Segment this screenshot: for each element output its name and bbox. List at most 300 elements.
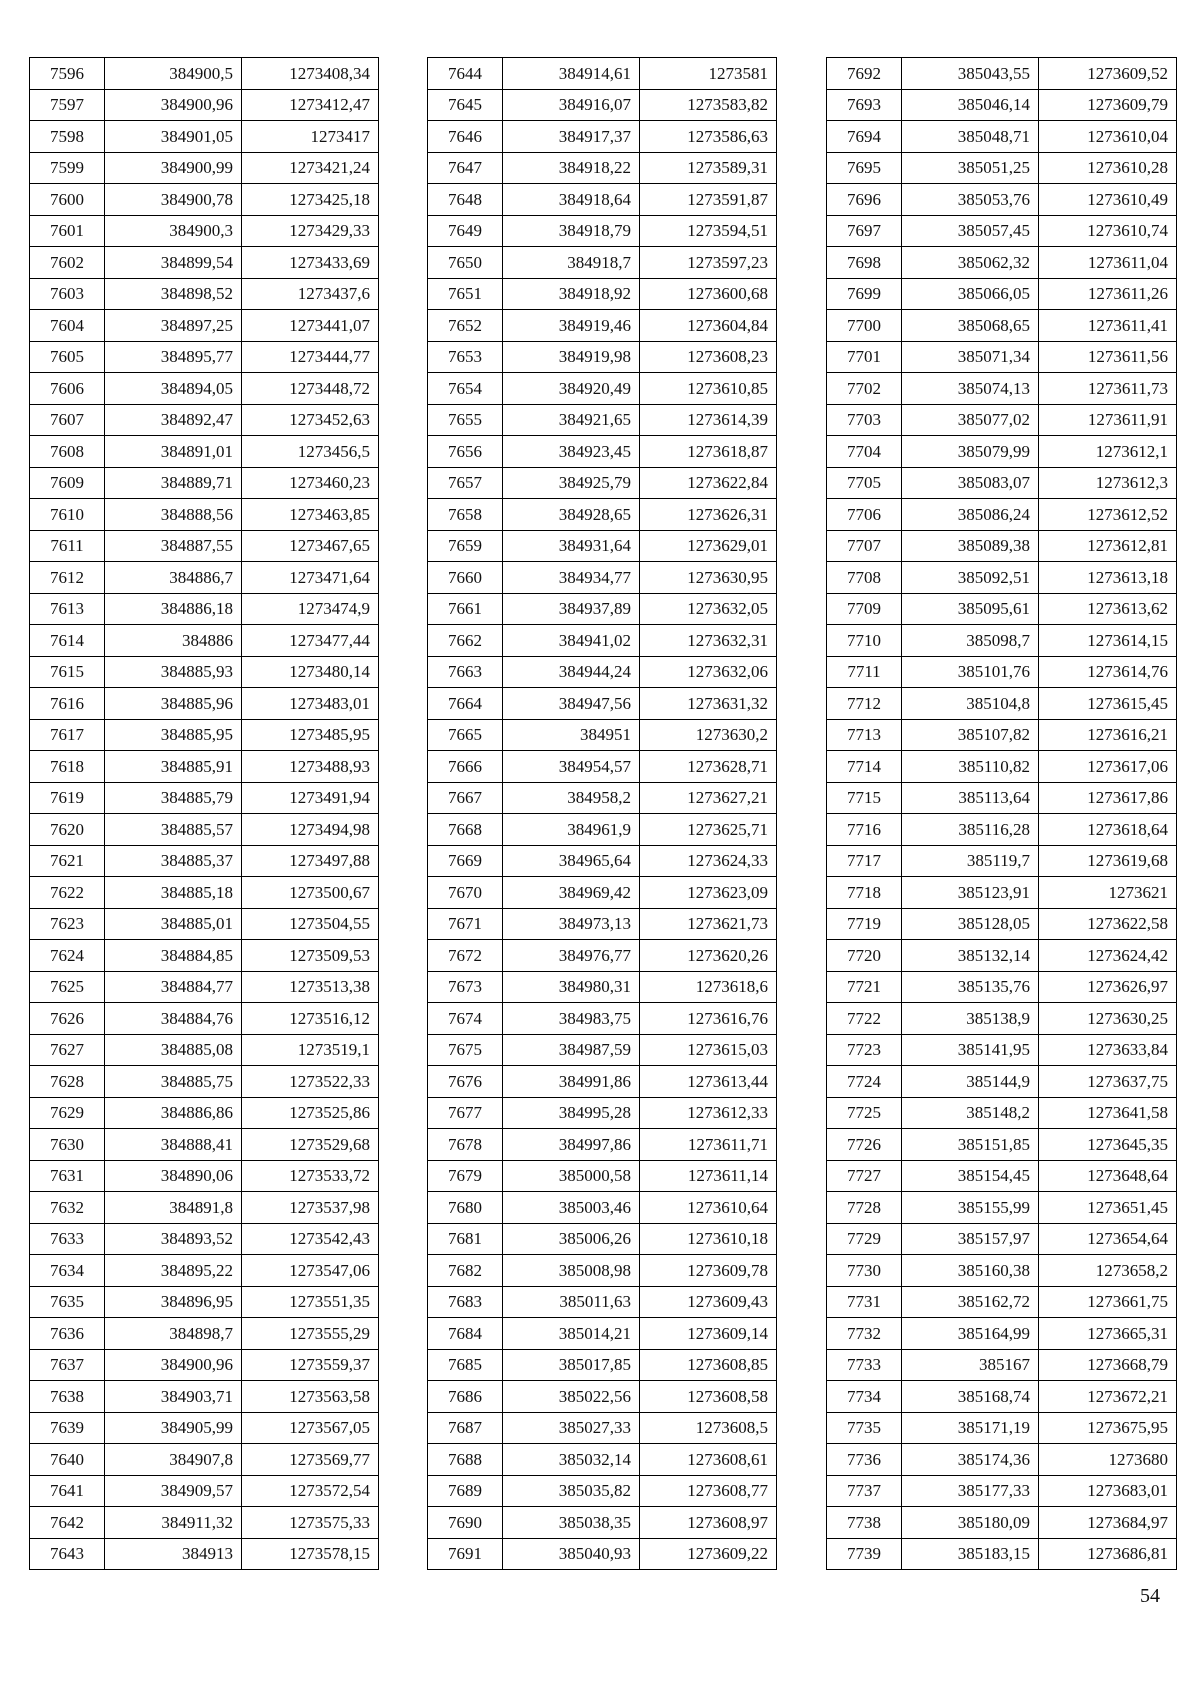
- y-coordinate-cell: 1273622,58: [1039, 908, 1177, 940]
- table-row: [827, 1160, 1177, 1192]
- table-row: [827, 467, 1177, 499]
- table-row: [827, 1412, 1177, 1444]
- x-coordinate-cell: 384934,77: [503, 562, 640, 594]
- x-coordinate-cell: 385128,05: [902, 908, 1039, 940]
- x-coordinate-cell: 385051,25: [902, 152, 1039, 184]
- table-row: [428, 278, 777, 310]
- table-row: [30, 404, 379, 436]
- table-row: [827, 1129, 1177, 1161]
- y-coordinate-cell: 1273612,3: [1039, 467, 1177, 499]
- x-coordinate-cell: 384925,79: [503, 467, 640, 499]
- table-row: [30, 1349, 379, 1381]
- point-number-cell: 7656: [428, 436, 503, 468]
- y-coordinate-cell: 1273555,29: [242, 1318, 379, 1350]
- coordinate-table-3: [826, 57, 1177, 1570]
- point-number-cell: 7620: [30, 814, 105, 846]
- y-coordinate-cell: 1273633,84: [1039, 1034, 1177, 1066]
- x-coordinate-cell: 385157,97: [902, 1223, 1039, 1255]
- y-coordinate-cell: 1273525,86: [242, 1097, 379, 1129]
- point-number-cell: 7725: [827, 1097, 902, 1129]
- table-row: [30, 152, 379, 184]
- table-row: [30, 719, 379, 751]
- point-number-cell: 7651: [428, 278, 503, 310]
- point-number-cell: 7623: [30, 908, 105, 940]
- y-coordinate-cell: 1273630,95: [640, 562, 777, 594]
- y-coordinate-cell: 1273608,5: [640, 1412, 777, 1444]
- table-row: [428, 467, 777, 499]
- x-coordinate-cell: 384895,22: [105, 1255, 242, 1287]
- point-number-cell: 7703: [827, 404, 902, 436]
- table-row: [30, 184, 379, 216]
- point-number-cell: 7694: [827, 121, 902, 153]
- table-row: [30, 1381, 379, 1413]
- point-number-cell: 7715: [827, 782, 902, 814]
- y-coordinate-cell: 1273589,31: [640, 152, 777, 184]
- x-coordinate-cell: 384944,24: [503, 656, 640, 688]
- y-coordinate-cell: 1273471,64: [242, 562, 379, 594]
- table-row: [428, 1034, 777, 1066]
- coordinate-table-2: [427, 57, 777, 1570]
- table-row: [827, 562, 1177, 594]
- point-number-cell: 7657: [428, 467, 503, 499]
- x-coordinate-cell: 385148,2: [902, 1097, 1039, 1129]
- point-number-cell: 7604: [30, 310, 105, 342]
- point-number-cell: 7633: [30, 1223, 105, 1255]
- y-coordinate-cell: 1273612,33: [640, 1097, 777, 1129]
- table-row: [827, 215, 1177, 247]
- table-row: [827, 656, 1177, 688]
- point-number-cell: 7632: [30, 1192, 105, 1224]
- table-row: [30, 751, 379, 783]
- x-coordinate-cell: 384947,56: [503, 688, 640, 720]
- x-coordinate-cell: 384886,86: [105, 1097, 242, 1129]
- table-row: [827, 1223, 1177, 1255]
- point-number-cell: 7661: [428, 593, 503, 625]
- y-coordinate-cell: 1273625,71: [640, 814, 777, 846]
- point-number-cell: 7695: [827, 152, 902, 184]
- point-number-cell: 7636: [30, 1318, 105, 1350]
- point-number-cell: 7688: [428, 1444, 503, 1476]
- table-row: [428, 971, 777, 1003]
- x-coordinate-cell: 384918,22: [503, 152, 640, 184]
- x-coordinate-cell: 384951: [503, 719, 640, 751]
- point-number-cell: 7729: [827, 1223, 902, 1255]
- x-coordinate-cell: 384892,47: [105, 404, 242, 436]
- x-coordinate-cell: 385164,99: [902, 1318, 1039, 1350]
- y-coordinate-cell: 1273504,55: [242, 908, 379, 940]
- x-coordinate-cell: 384900,78: [105, 184, 242, 216]
- y-coordinate-cell: 1273597,23: [640, 247, 777, 279]
- y-coordinate-cell: 1273675,95: [1039, 1412, 1177, 1444]
- table-row: [428, 908, 777, 940]
- x-coordinate-cell: 384885,96: [105, 688, 242, 720]
- table-row: [30, 1412, 379, 1444]
- table-row: [428, 562, 777, 594]
- table-row: [428, 751, 777, 783]
- y-coordinate-cell: 1273628,71: [640, 751, 777, 783]
- x-coordinate-cell: 384888,41: [105, 1129, 242, 1161]
- x-coordinate-cell: 384916,07: [503, 89, 640, 121]
- y-coordinate-cell: 1273448,72: [242, 373, 379, 405]
- point-number-cell: 7637: [30, 1349, 105, 1381]
- table-row: [827, 1286, 1177, 1318]
- y-coordinate-cell: 1273513,38: [242, 971, 379, 1003]
- y-coordinate-cell: 1273480,14: [242, 656, 379, 688]
- x-coordinate-cell: 384954,57: [503, 751, 640, 783]
- y-coordinate-cell: 1273610,04: [1039, 121, 1177, 153]
- y-coordinate-cell: 1273612,1: [1039, 436, 1177, 468]
- point-number-cell: 7734: [827, 1381, 902, 1413]
- table-row: [30, 1475, 379, 1507]
- table-row: [30, 1318, 379, 1350]
- x-coordinate-cell: 384895,77: [105, 341, 242, 373]
- y-coordinate-cell: 1273575,33: [242, 1507, 379, 1539]
- x-coordinate-cell: 384888,56: [105, 499, 242, 531]
- table-row: [827, 184, 1177, 216]
- table-row: [827, 845, 1177, 877]
- table-row: [827, 751, 1177, 783]
- x-coordinate-cell: 385066,05: [902, 278, 1039, 310]
- x-coordinate-cell: 385086,24: [902, 499, 1039, 531]
- point-number-cell: 7726: [827, 1129, 902, 1161]
- table-row: [30, 1223, 379, 1255]
- y-coordinate-cell: 1273645,35: [1039, 1129, 1177, 1161]
- y-coordinate-cell: 1273485,95: [242, 719, 379, 751]
- x-coordinate-cell: 384995,28: [503, 1097, 640, 1129]
- x-coordinate-cell: 384885,08: [105, 1034, 242, 1066]
- point-number-cell: 7736: [827, 1444, 902, 1476]
- table-row: [428, 436, 777, 468]
- table-row: [428, 215, 777, 247]
- y-coordinate-cell: 1273609,79: [1039, 89, 1177, 121]
- table-row: [428, 1003, 777, 1035]
- y-coordinate-cell: 1273623,09: [640, 877, 777, 909]
- table-row: [827, 1444, 1177, 1476]
- point-number-cell: 7731: [827, 1286, 902, 1318]
- x-coordinate-cell: 385071,34: [902, 341, 1039, 373]
- table-row: [30, 310, 379, 342]
- table-row: [428, 1412, 777, 1444]
- y-coordinate-cell: 1273522,33: [242, 1066, 379, 1098]
- x-coordinate-cell: 384885,95: [105, 719, 242, 751]
- x-coordinate-cell: 385011,63: [503, 1286, 640, 1318]
- x-coordinate-cell: 384958,2: [503, 782, 640, 814]
- x-coordinate-cell: 384923,45: [503, 436, 640, 468]
- point-number-cell: 7708: [827, 562, 902, 594]
- y-coordinate-cell: 1273611,73: [1039, 373, 1177, 405]
- table-row: [30, 436, 379, 468]
- point-number-cell: 7689: [428, 1475, 503, 1507]
- table-row: [30, 814, 379, 846]
- point-number-cell: 7597: [30, 89, 105, 121]
- table-row: [428, 814, 777, 846]
- table-row: [30, 1255, 379, 1287]
- y-coordinate-cell: 1273421,24: [242, 152, 379, 184]
- point-number-cell: 7645: [428, 89, 503, 121]
- table-row: [428, 719, 777, 751]
- point-number-cell: 7605: [30, 341, 105, 373]
- x-coordinate-cell: 385074,13: [902, 373, 1039, 405]
- point-number-cell: 7598: [30, 121, 105, 153]
- x-coordinate-cell: 384900,96: [105, 1349, 242, 1381]
- point-number-cell: 7712: [827, 688, 902, 720]
- point-number-cell: 7611: [30, 530, 105, 562]
- x-coordinate-cell: 385022,56: [503, 1381, 640, 1413]
- table-row: [827, 593, 1177, 625]
- table-row: [30, 373, 379, 405]
- y-coordinate-cell: 1273551,35: [242, 1286, 379, 1318]
- x-coordinate-cell: 384980,31: [503, 971, 640, 1003]
- y-coordinate-cell: 1273620,26: [640, 940, 777, 972]
- point-number-cell: 7737: [827, 1475, 902, 1507]
- table-row: [827, 278, 1177, 310]
- point-number-cell: 7676: [428, 1066, 503, 1098]
- x-coordinate-cell: 385035,82: [503, 1475, 640, 1507]
- y-coordinate-cell: 1273572,54: [242, 1475, 379, 1507]
- table-row: [30, 58, 379, 90]
- x-coordinate-cell: 384905,99: [105, 1412, 242, 1444]
- point-number-cell: 7614: [30, 625, 105, 657]
- y-coordinate-cell: 1273616,76: [640, 1003, 777, 1035]
- table-row: [827, 782, 1177, 814]
- x-coordinate-cell: 384899,54: [105, 247, 242, 279]
- y-coordinate-cell: 1273611,91: [1039, 404, 1177, 436]
- x-coordinate-cell: 384885,75: [105, 1066, 242, 1098]
- point-number-cell: 7615: [30, 656, 105, 688]
- point-number-cell: 7682: [428, 1255, 503, 1287]
- x-coordinate-cell: 385032,14: [503, 1444, 640, 1476]
- x-coordinate-cell: 384887,55: [105, 530, 242, 562]
- y-coordinate-cell: 1273408,34: [242, 58, 379, 90]
- y-coordinate-cell: 1273637,75: [1039, 1066, 1177, 1098]
- table-row: [428, 1129, 777, 1161]
- x-coordinate-cell: 384885,18: [105, 877, 242, 909]
- x-coordinate-cell: 384920,49: [503, 373, 640, 405]
- y-coordinate-cell: 1273594,51: [640, 215, 777, 247]
- y-coordinate-cell: 1273586,63: [640, 121, 777, 153]
- table-row: [30, 1129, 379, 1161]
- point-number-cell: 7664: [428, 688, 503, 720]
- x-coordinate-cell: 384885,91: [105, 751, 242, 783]
- y-coordinate-cell: 1273452,63: [242, 404, 379, 436]
- y-coordinate-cell: 1273611,04: [1039, 247, 1177, 279]
- y-coordinate-cell: 1273610,74: [1039, 215, 1177, 247]
- x-coordinate-cell: 385104,8: [902, 688, 1039, 720]
- y-coordinate-cell: 1273441,07: [242, 310, 379, 342]
- table-row: [30, 562, 379, 594]
- x-coordinate-cell: 385027,33: [503, 1412, 640, 1444]
- point-number-cell: 7599: [30, 152, 105, 184]
- x-coordinate-cell: 384885,57: [105, 814, 242, 846]
- x-coordinate-cell: 384893,52: [105, 1223, 242, 1255]
- x-coordinate-cell: 384885,93: [105, 656, 242, 688]
- x-coordinate-cell: 385132,14: [902, 940, 1039, 972]
- y-coordinate-cell: 1273683,01: [1039, 1475, 1177, 1507]
- point-number-cell: 7717: [827, 845, 902, 877]
- point-number-cell: 7727: [827, 1160, 902, 1192]
- y-coordinate-cell: 1273533,72: [242, 1160, 379, 1192]
- point-number-cell: 7709: [827, 593, 902, 625]
- x-coordinate-cell: 385003,46: [503, 1192, 640, 1224]
- point-number-cell: 7607: [30, 404, 105, 436]
- point-number-cell: 7608: [30, 436, 105, 468]
- y-coordinate-cell: 1273624,42: [1039, 940, 1177, 972]
- point-number-cell: 7654: [428, 373, 503, 405]
- table-row: [30, 530, 379, 562]
- table-row: [30, 467, 379, 499]
- y-coordinate-cell: 1273604,84: [640, 310, 777, 342]
- point-number-cell: 7653: [428, 341, 503, 373]
- point-number-cell: 7679: [428, 1160, 503, 1192]
- point-number-cell: 7739: [827, 1538, 902, 1570]
- y-coordinate-cell: 1273500,67: [242, 877, 379, 909]
- point-number-cell: 7628: [30, 1066, 105, 1098]
- point-number-cell: 7692: [827, 58, 902, 90]
- table-row: [428, 1538, 777, 1570]
- y-coordinate-cell: 1273611,71: [640, 1129, 777, 1161]
- table-row: [827, 530, 1177, 562]
- table-row: [827, 121, 1177, 153]
- table-row: [428, 782, 777, 814]
- y-coordinate-cell: 1273630,2: [640, 719, 777, 751]
- y-coordinate-cell: 1273474,9: [242, 593, 379, 625]
- x-coordinate-cell: 384897,25: [105, 310, 242, 342]
- y-coordinate-cell: 1273630,25: [1039, 1003, 1177, 1035]
- point-number-cell: 7622: [30, 877, 105, 909]
- x-coordinate-cell: 385057,45: [902, 215, 1039, 247]
- point-number-cell: 7610: [30, 499, 105, 531]
- y-coordinate-cell: 1273651,45: [1039, 1192, 1177, 1224]
- x-coordinate-cell: 385098,7: [902, 625, 1039, 657]
- point-number-cell: 7699: [827, 278, 902, 310]
- point-number-cell: 7666: [428, 751, 503, 783]
- point-number-cell: 7724: [827, 1066, 902, 1098]
- point-number-cell: 7702: [827, 373, 902, 405]
- y-coordinate-cell: 1273437,6: [242, 278, 379, 310]
- y-coordinate-cell: 1273613,44: [640, 1066, 777, 1098]
- x-coordinate-cell: 385177,33: [902, 1475, 1039, 1507]
- point-number-cell: 7697: [827, 215, 902, 247]
- table-row: [827, 625, 1177, 657]
- y-coordinate-cell: 1273632,05: [640, 593, 777, 625]
- point-number-cell: 7619: [30, 782, 105, 814]
- y-coordinate-cell: 1273611,14: [640, 1160, 777, 1192]
- y-coordinate-cell: 1273583,82: [640, 89, 777, 121]
- point-number-cell: 7630: [30, 1129, 105, 1161]
- point-number-cell: 7716: [827, 814, 902, 846]
- x-coordinate-cell: 385116,28: [902, 814, 1039, 846]
- point-number-cell: 7686: [428, 1381, 503, 1413]
- point-number-cell: 7621: [30, 845, 105, 877]
- y-coordinate-cell: 1273581: [640, 58, 777, 90]
- point-number-cell: 7738: [827, 1507, 902, 1539]
- point-number-cell: 7732: [827, 1318, 902, 1350]
- point-number-cell: 7698: [827, 247, 902, 279]
- x-coordinate-cell: 384903,71: [105, 1381, 242, 1413]
- x-coordinate-cell: 384885,37: [105, 845, 242, 877]
- x-coordinate-cell: 384885,79: [105, 782, 242, 814]
- table-row: [428, 1286, 777, 1318]
- x-coordinate-cell: 384900,5: [105, 58, 242, 90]
- x-coordinate-cell: 384969,42: [503, 877, 640, 909]
- table-row: [30, 656, 379, 688]
- x-coordinate-cell: 385174,36: [902, 1444, 1039, 1476]
- y-coordinate-cell: 1273621: [1039, 877, 1177, 909]
- y-coordinate-cell: 1273611,26: [1039, 278, 1177, 310]
- point-number-cell: 7733: [827, 1349, 902, 1381]
- table-row: [428, 1475, 777, 1507]
- table-row: [827, 373, 1177, 405]
- table-row: [30, 341, 379, 373]
- x-coordinate-cell: 385068,65: [902, 310, 1039, 342]
- point-number-cell: 7720: [827, 940, 902, 972]
- table-row: [428, 499, 777, 531]
- table-row: [827, 436, 1177, 468]
- y-coordinate-cell: 1273547,06: [242, 1255, 379, 1287]
- table-row: [428, 1349, 777, 1381]
- table-row: [827, 1034, 1177, 1066]
- table-row: [30, 1003, 379, 1035]
- point-number-cell: 7629: [30, 1097, 105, 1129]
- y-coordinate-cell: 1273626,31: [640, 499, 777, 531]
- coordinate-table-1: [29, 57, 379, 1570]
- x-coordinate-cell: 384894,05: [105, 373, 242, 405]
- x-coordinate-cell: 385141,95: [902, 1034, 1039, 1066]
- x-coordinate-cell: 384976,77: [503, 940, 640, 972]
- y-coordinate-cell: 1273578,15: [242, 1538, 379, 1570]
- table-row: [428, 877, 777, 909]
- x-coordinate-cell: 385101,76: [902, 656, 1039, 688]
- x-coordinate-cell: 385017,85: [503, 1349, 640, 1381]
- point-number-cell: 7700: [827, 310, 902, 342]
- x-coordinate-cell: 385008,98: [503, 1255, 640, 1287]
- y-coordinate-cell: 1273627,21: [640, 782, 777, 814]
- point-number-cell: 7603: [30, 278, 105, 310]
- y-coordinate-cell: 1273632,06: [640, 656, 777, 688]
- y-coordinate-cell: 1273622,84: [640, 467, 777, 499]
- table-row: [30, 215, 379, 247]
- point-number-cell: 7684: [428, 1318, 503, 1350]
- y-coordinate-cell: 1273412,47: [242, 89, 379, 121]
- point-number-cell: 7601: [30, 215, 105, 247]
- y-coordinate-cell: 1273509,53: [242, 940, 379, 972]
- x-coordinate-cell: 384918,64: [503, 184, 640, 216]
- table-row: [30, 688, 379, 720]
- y-coordinate-cell: 1273433,69: [242, 247, 379, 279]
- coordinate-tables: [29, 57, 1176, 1569]
- table-row: [827, 89, 1177, 121]
- y-coordinate-cell: 1273417: [242, 121, 379, 153]
- x-coordinate-cell: 384886,7: [105, 562, 242, 594]
- y-coordinate-cell: 1273609,78: [640, 1255, 777, 1287]
- point-number-cell: 7665: [428, 719, 503, 751]
- y-coordinate-cell: 1273591,87: [640, 184, 777, 216]
- y-coordinate-cell: 1273542,43: [242, 1223, 379, 1255]
- y-coordinate-cell: 1273491,94: [242, 782, 379, 814]
- y-coordinate-cell: 1273611,56: [1039, 341, 1177, 373]
- point-number-cell: 7728: [827, 1192, 902, 1224]
- x-coordinate-cell: 385155,99: [902, 1192, 1039, 1224]
- table-row: [428, 1255, 777, 1287]
- point-number-cell: 7706: [827, 499, 902, 531]
- x-coordinate-cell: 385113,64: [902, 782, 1039, 814]
- point-number-cell: 7675: [428, 1034, 503, 1066]
- x-coordinate-cell: 384909,57: [105, 1475, 242, 1507]
- x-coordinate-cell: 384987,59: [503, 1034, 640, 1066]
- point-number-cell: 7701: [827, 341, 902, 373]
- table-row: [30, 499, 379, 531]
- point-number-cell: 7616: [30, 688, 105, 720]
